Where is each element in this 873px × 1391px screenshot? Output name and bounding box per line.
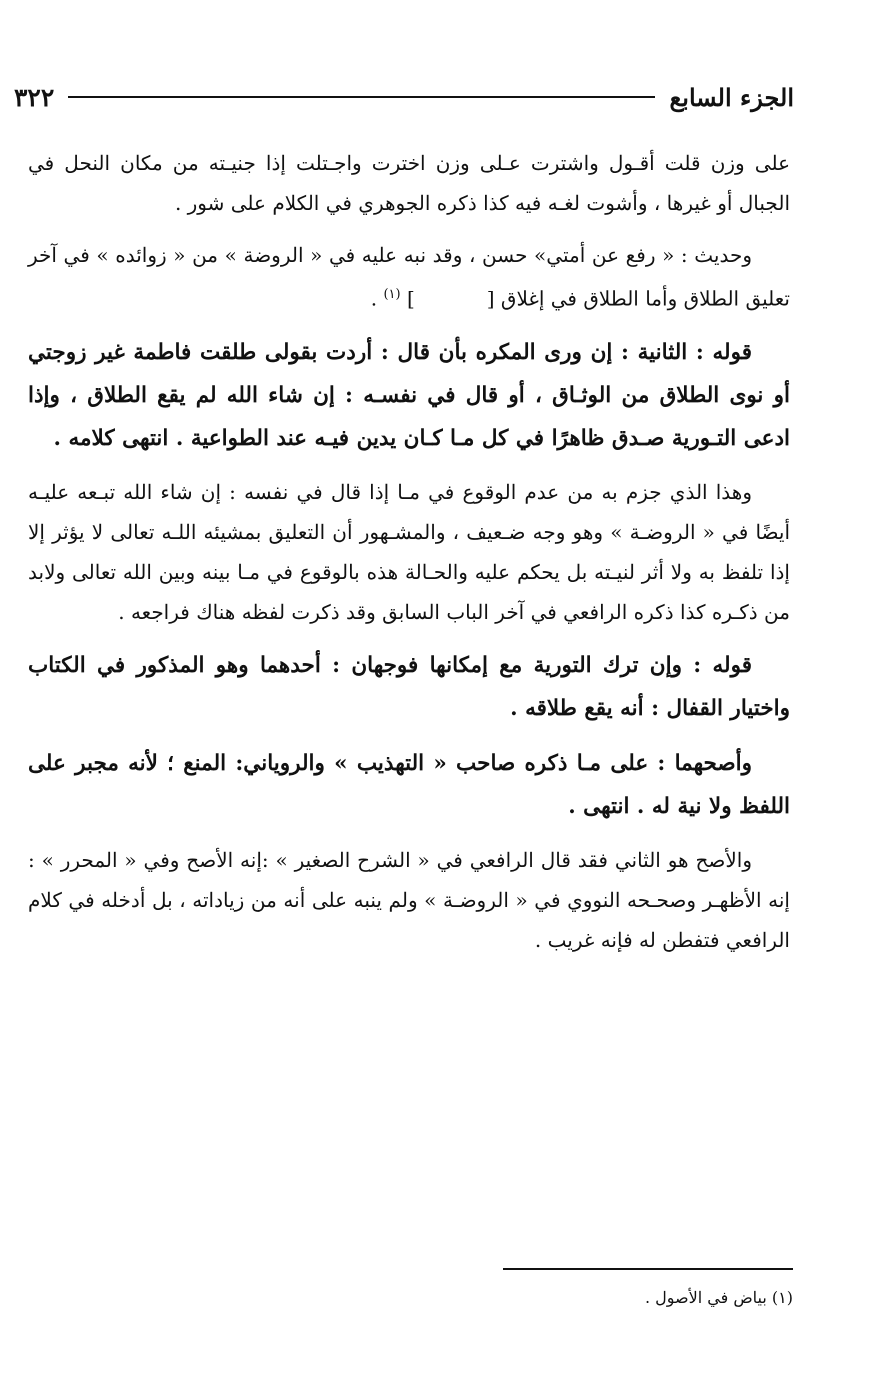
paragraph-4 [28,472,790,632]
page-header [14,74,794,120]
paragraph-1 [28,143,790,223]
paragraph-5 [28,644,790,730]
paragraph-1-text: على وزن قلت أقـول واشترت عـلى وزن اخترت واجـتلت إذا جنيـته من مكان النحل في الجبال أو غيرها ، وأشوت لغـه فيه كذا ذكره الجوهري في الكلام على شور . [28,151,790,215]
paragraph-3 [28,331,790,460]
header-rule [68,96,655,98]
running-title: الجزء السابع [669,82,794,112]
footnote: (١) بياض في الأصول . [644,1288,793,1307]
paragraph-2-text: وحديث : « رفع عن أمتي» حسن ، وقد نبه عليه في « الروضة » من « زوائده » في آخر تعليق الطلاق وأما الطلاق في إغلاق [ [28,243,790,311]
page-number: ٣٢٢ [14,82,55,112]
paragraph-2-end: . [370,286,384,311]
paragraph-7 [28,840,790,960]
footnote-rule [503,1268,793,1270]
paragraph-4-text: وهذا الذي جزم به من عدم الوقوع في مـا إذا قال في نفسه : إن شاء الله تبـعه عليـه أيضًا في « الروضـة » وهو وجه ضـعيف ، والمشـهور أن التعليق بمشيئه اللـه تعالى لا يؤثر إلا إذا تلفظ به ولا أثر لنيـته بل يحكم عليه والحـالة هذه بالوقوع في مـا بينه وبين الله تعالى ولابد من ذكـره كذا ذكره الرافعي في آخر الباب السابق وقد ذكرت لفظه هناك فراجعه . [28,479,790,624]
footnote-marker: (١) [383,287,401,302]
paragraph-2-bracket: ] [406,286,415,311]
paragraph-5-text: قوله : وإن ترك التورية مع إمكانها فوجهان : أحدهما وهو المذكور في الكتاب واختيار القفال : أنه يقع طلاقه . [28,652,790,721]
paragraph-6-text: وأصحهما : على مـا ذكره صاحب « التهذيب » والروياني: المنع ؛ لأنه مجبر على اللفظ ولا نية له . انتهى . [28,750,790,819]
page-body [28,143,790,972]
paragraph-7-text: والأصح هو الثاني فقد قال الرافعي في « الشرح الصغير » :إنه الأصح وفي « المحرر » : إنه الأظهـر وصحـحه النووي في « الروضـة » ولم ينبه على أنه من زياداته ، بل أدخله في كلام الرافعي فتفطن له فإنه غريب . [28,847,790,952]
paragraph-2 [28,235,790,319]
paragraph-3-text: قوله : الثانية : إن ورى المكره بأن قال : أردت بقولى طلقت فاطمة غير زوجتي أو نوى الطلاق من الوثـاق ، أو قال في نفسـه : إن شاء الله لم يقع الطلاق ، وإذا ادعى التـورية صـدق ظاهرًا في كل مـا كـان يدين فيـه عند الطواعية . انتهى كلامه . [28,339,790,451]
paragraph-6 [28,742,790,828]
